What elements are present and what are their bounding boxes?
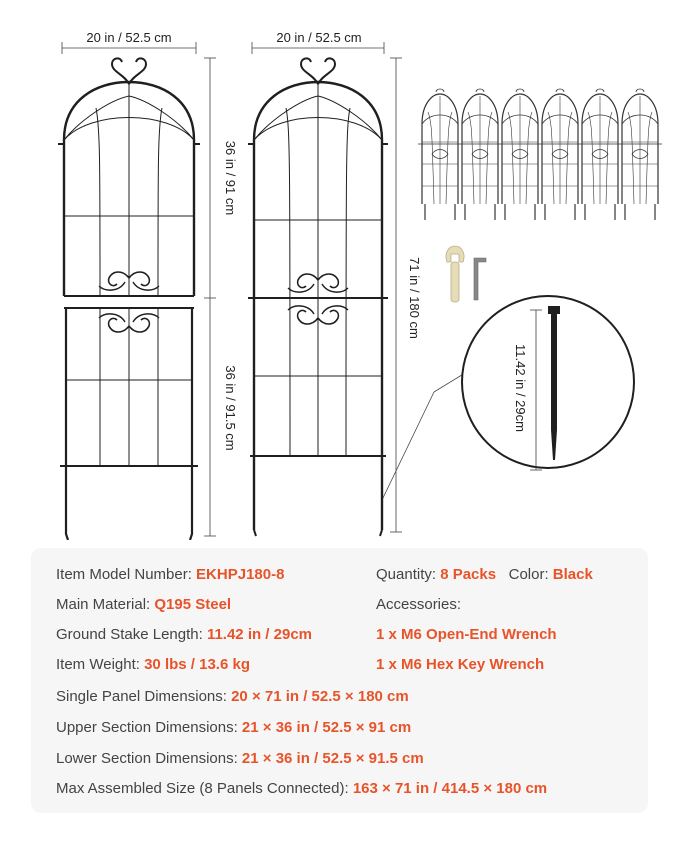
- stake-length-label: 11.42 in / 29cm: [513, 344, 528, 432]
- spec-quantity: Quantity: 8 Packs Color: Black: [376, 566, 593, 583]
- width-label-right: 20 in / 52.5 cm: [276, 30, 362, 45]
- spec-upper-section: Upper Section Dimensions: 21 × 36 in / 52.5 × 91 cm: [56, 719, 412, 736]
- spec-max-assembled: Max Assembled Size (8 Panels Connected): 163 × 71 in / 414.5 × 180 cm: [56, 780, 548, 797]
- total-height-label: 71 in / 180 cm: [407, 257, 422, 339]
- assembled-panels-preview: [418, 89, 662, 220]
- hex-key-icon: [474, 258, 486, 300]
- lower-height-label: 36 in / 91.5 cm: [223, 365, 238, 451]
- spec-stake-length: Ground Stake Length: 11.42 in / 29cm: [56, 626, 313, 643]
- trellis-panel-icon: [248, 58, 388, 536]
- specifications-panel: [31, 548, 648, 813]
- upper-height-label: 36 in / 91 cm: [223, 140, 238, 216]
- spec-lower-section: Lower Section Dimensions: 21 × 36 in / 52.5 × 91.5 cm: [56, 750, 424, 767]
- wrench-icon: [446, 246, 464, 302]
- trellis-panel-icon: [58, 58, 200, 540]
- spec-weight: Item Weight: 30 lbs / 13.6 kg: [56, 656, 250, 673]
- spec-model: Item Model Number: EKHPJ180-8: [56, 566, 285, 583]
- spec-accessory-hex-key: 1 x M6 Hex Key Wrench: [376, 656, 545, 673]
- spec-accessories-heading: Accessories:: [376, 596, 462, 613]
- width-label-left: 20 in / 52.5 cm: [86, 30, 172, 45]
- ground-stake-detail: [462, 296, 634, 470]
- spec-accessory-wrench: 1 x M6 Open-End Wrench: [376, 626, 557, 643]
- spec-single-panel: Single Panel Dimensions: 20 × 71 in / 52.5 × 180 cm: [56, 688, 409, 705]
- spec-material: Main Material: Q195 Steel: [56, 596, 232, 613]
